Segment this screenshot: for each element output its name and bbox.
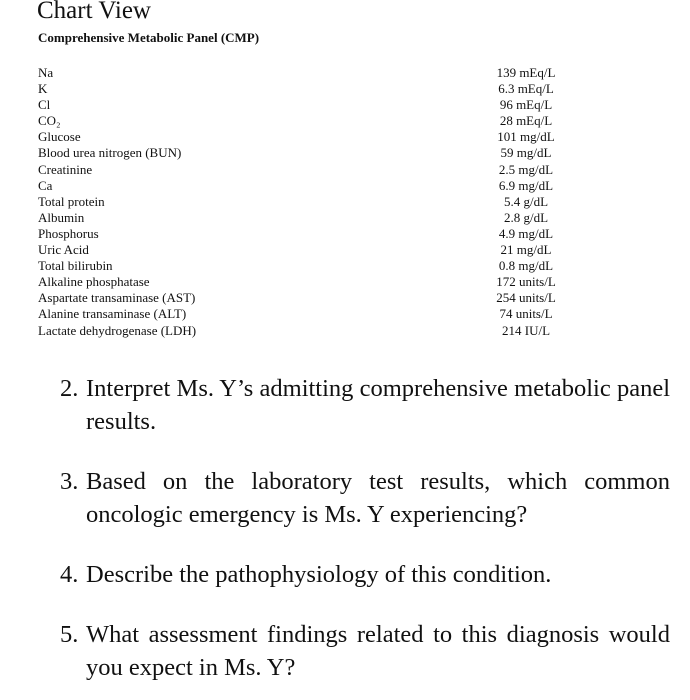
lab-row bbox=[38, 194, 598, 210]
question-item bbox=[60, 558, 670, 591]
lab-row bbox=[38, 97, 598, 113]
lab-name: Na bbox=[38, 65, 54, 80]
question-number: 4. bbox=[60, 561, 79, 588]
lab-value: 4.9 mg/dL bbox=[498, 225, 554, 241]
question-text: Describe the pathophysiology of this condition. bbox=[86, 561, 552, 588]
panel-subtitle: Comprehensive Metabolic Panel (CMP) bbox=[38, 30, 260, 45]
lab-value: 6.3 mEq/L bbox=[498, 81, 554, 97]
lab-value: 59 mg/dL bbox=[500, 145, 552, 161]
lab-row bbox=[38, 162, 598, 178]
lab-name: K bbox=[38, 81, 48, 97]
question-item bbox=[60, 465, 670, 531]
lab-row bbox=[38, 178, 598, 194]
question-text: Based on the laboratory test results, which common oncologic emergency is Ms. Y experiencing? bbox=[86, 468, 670, 528]
lab-value: 28 mEq/L bbox=[499, 113, 553, 129]
lab-name: Albumin bbox=[38, 209, 85, 225]
lab-results-table bbox=[38, 65, 598, 339]
lab-value: 6.9 mg/dL bbox=[498, 177, 554, 193]
question-list bbox=[60, 372, 670, 684]
lab-value: 74 units/L bbox=[499, 306, 553, 322]
lab-name: Aspartate transaminase (AST) bbox=[38, 290, 196, 306]
lab-value: 254 units/L bbox=[496, 290, 556, 306]
lab-row bbox=[38, 145, 598, 161]
lab-name: Lactate dehydrogenase (LDH) bbox=[38, 322, 197, 338]
question-number: 5. bbox=[60, 621, 79, 648]
page-title: Chart View bbox=[37, 0, 151, 24]
lab-name: Glucose bbox=[38, 129, 81, 145]
lab-name: Cl bbox=[38, 97, 51, 113]
lab-value: 172 units/L bbox=[496, 274, 556, 290]
lab-value: 21 mg/dL bbox=[500, 242, 552, 258]
lab-value: 214 IU/L bbox=[501, 322, 551, 338]
lab-name: Phosphorus bbox=[38, 225, 99, 241]
lab-value: 139 mEq/L bbox=[496, 65, 556, 80]
lab-row bbox=[38, 306, 598, 322]
lab-value: 101 mg/dL bbox=[497, 129, 555, 145]
lab-value: 2.8 g/dL bbox=[503, 209, 549, 225]
question-number: 2. bbox=[60, 375, 79, 402]
lab-row bbox=[38, 129, 598, 145]
lab-name: Alkaline phosphatase bbox=[38, 274, 150, 290]
lab-row bbox=[38, 113, 598, 129]
lab-row bbox=[38, 258, 598, 274]
lab-name: Ca bbox=[38, 177, 53, 193]
question-text: Interpret Ms. Y’s admitting comprehensive metabolic panel results. bbox=[86, 375, 670, 435]
question-text: What assessment findings related to this diagnosis would you expect in Ms. Y? bbox=[86, 621, 670, 681]
question-item bbox=[60, 372, 670, 438]
lab-value: 5.4 g/dL bbox=[503, 193, 549, 209]
lab-name: Alanine transaminase (ALT) bbox=[38, 306, 187, 322]
lab-row bbox=[38, 290, 598, 306]
lab-value: 0.8 mg/dL bbox=[498, 258, 554, 274]
lab-row bbox=[38, 323, 598, 339]
lab-value: 2.5 mg/dL bbox=[498, 161, 554, 177]
lab-name: Total protein bbox=[38, 193, 105, 209]
lab-row bbox=[38, 210, 598, 226]
lab-value: 96 mEq/L bbox=[499, 97, 553, 113]
lab-name: Blood urea nitrogen (BUN) bbox=[38, 145, 182, 161]
lab-row bbox=[38, 226, 598, 242]
question-item bbox=[60, 618, 670, 684]
lab-name: Total bilirubin bbox=[38, 258, 113, 274]
lab-name: Creatinine bbox=[38, 161, 93, 177]
question-number: 3. bbox=[60, 468, 79, 495]
lab-row bbox=[38, 242, 598, 258]
lab-name: Uric Acid bbox=[38, 242, 89, 258]
lab-row bbox=[38, 274, 598, 290]
lab-row bbox=[38, 65, 598, 81]
lab-row bbox=[38, 81, 598, 97]
lab-name: CO₂ bbox=[38, 113, 61, 129]
